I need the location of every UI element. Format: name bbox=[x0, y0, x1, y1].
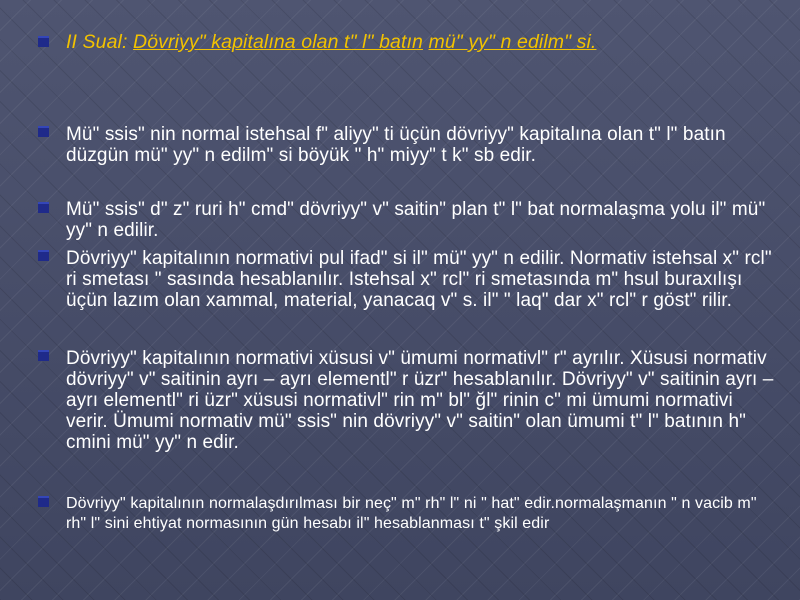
bullet-icon bbox=[38, 250, 49, 261]
paragraph-3: Dövriyy" kapitalının normativi pul ifad" si il" mü" yy" n edilir. Normativ istehsal x" rcl" ri smetası " sasında hesablanılır. Istehsal x" rcl" ri smetasında m" hsul buraxılışı üçün lazım olan xammal, material, yanacaq v" s. il" " laq" dar x" rcl" r göst" rilir. bbox=[66, 248, 772, 311]
heading-link-part2: mü" yy" n edilm" si. bbox=[428, 31, 597, 53]
bullet-icon bbox=[38, 202, 49, 213]
bullet-icon bbox=[38, 350, 49, 361]
paragraph-5: Dövriyy" kapitalının normalaşdırılması bir neç" m" rh" l" ni " hat" edir.normalaşmanın " n vacib m" rh" l" sini ehtiyat normasının gün hesabı il" hesablanması t" şkil edir bbox=[66, 495, 757, 532]
paragraph-2: Mü" ssis" d" z" ruri h" cmd" dövriyy" v" saitin" plan t" l" bat normalaşma yolu il" mü" yy" n edilir. bbox=[66, 199, 766, 241]
bullet-icon bbox=[38, 36, 49, 47]
bullet-icon bbox=[38, 126, 49, 137]
heading-prefix: II Sual: bbox=[66, 31, 134, 53]
heading-link-part1: Dövriyy" kapitalına olan t" l" batın bbox=[133, 31, 423, 53]
bullet-icon bbox=[38, 496, 49, 507]
slide-heading bbox=[66, 30, 778, 54]
paragraph-1: Mü" ssis" nin normal istehsal f" aliyy" ti üçün dövriyy" kapitalına olan t" l" batın düzgün mü" yy" n edilm" si böyük " h" miyy" t k" sb edir. bbox=[66, 124, 726, 166]
paragraph-4: Dövriyy" kapitalının normativi xüsusi v" ümumi normativl" r" ayrılır. Xüsusi normativ dövriyy" v" saitinin ayrı – ayrı elementl" r üzr" hesablanılır. Dövriyy" v" saitinin ayrı – ayrı elementl" ri üzr" xüsusi normativl" rin m" bl" ğl" rinin c" mi ümumi normativi verir. Ümumi normativ mü" ssis" nin dövriyy" v" saitin" olan ümumi t" l" batının h" cmini mü" yy" n edir. bbox=[66, 348, 774, 453]
